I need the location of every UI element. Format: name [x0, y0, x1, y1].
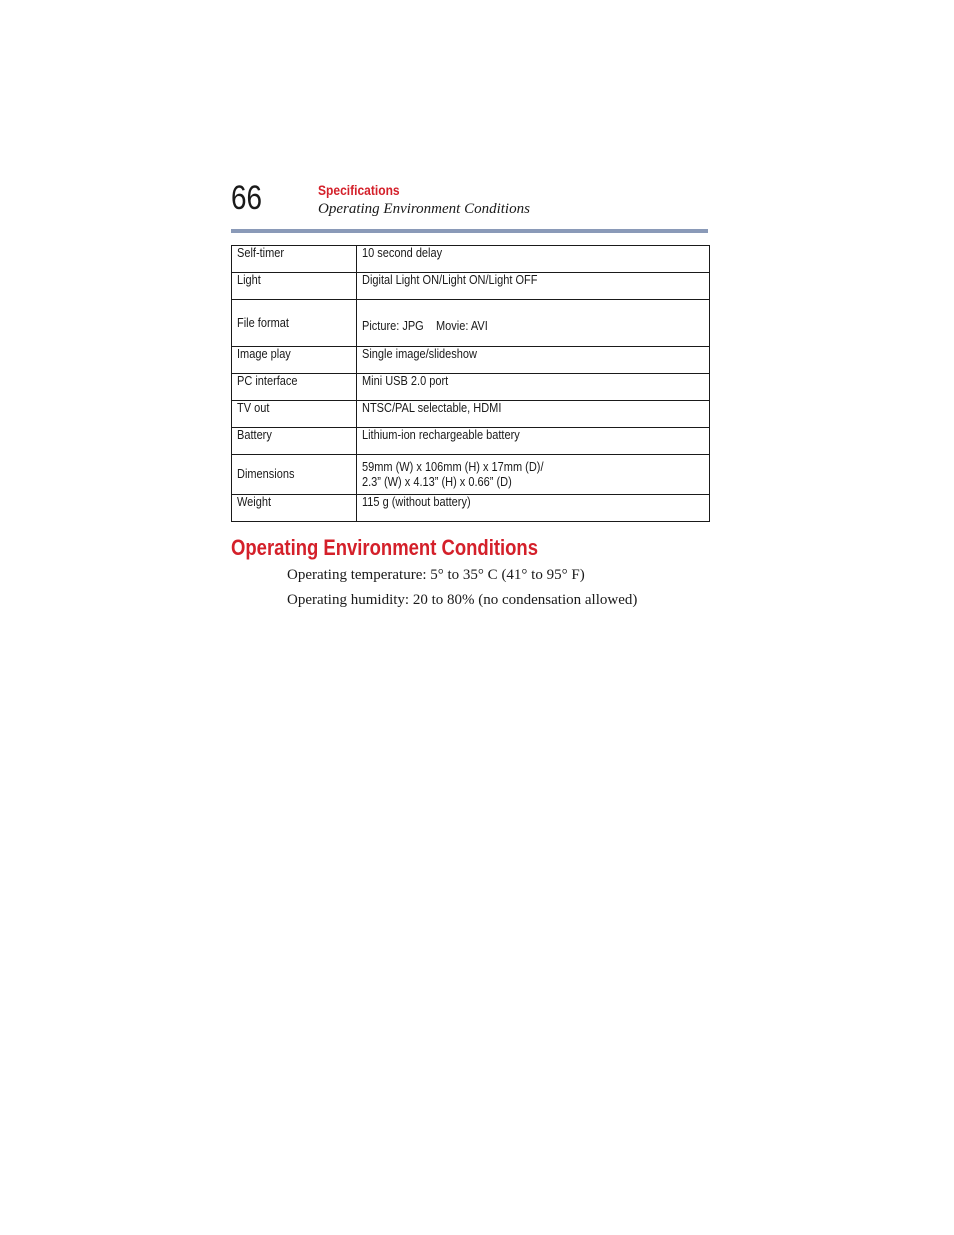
spec-value: 115 g (without battery) — [357, 495, 710, 522]
table-row — [232, 401, 710, 428]
spec-label: PC interface — [232, 374, 357, 401]
spec-label: Dimensions — [232, 455, 357, 495]
table-row — [232, 246, 710, 273]
header-divider — [231, 229, 708, 233]
spec-label: TV out — [232, 401, 357, 428]
spec-label: File format — [232, 300, 357, 347]
spec-label: Image play — [232, 347, 357, 374]
spec-label: Weight — [232, 495, 357, 522]
section-heading: Operating Environment Conditions — [231, 535, 538, 560]
running-header-subsection: Operating Environment Conditions — [318, 201, 530, 217]
spec-label: Self-timer — [232, 246, 357, 273]
table-row — [232, 300, 710, 347]
table-row — [232, 428, 710, 455]
table-row — [232, 273, 710, 300]
spec-label: Battery — [232, 428, 357, 455]
table-row — [232, 347, 710, 374]
table-row — [232, 455, 710, 495]
running-header-section: Specifications — [318, 182, 400, 198]
table-row — [232, 374, 710, 401]
spec-label: Light — [232, 273, 357, 300]
spec-value: Lithium-ion rechargeable battery — [357, 428, 710, 455]
page-number: 66 — [231, 179, 263, 217]
specifications-table — [231, 245, 710, 522]
spec-value: Picture: JPG Movie: AVI — [357, 300, 710, 347]
operating-temperature-text: Operating temperature: 5° to 35° C (41° to 95° F) — [287, 567, 585, 583]
spec-value: 59mm (W) x 106mm (H) x 17mm (D)/ 2.3” (W) x 4.13” (H) x 0.66” (D) — [357, 455, 710, 495]
spec-value: Mini USB 2.0 port — [357, 374, 710, 401]
operating-humidity-text: Operating humidity: 20 to 80% (no condensation allowed) — [287, 592, 638, 608]
spec-value: Single image/slideshow — [357, 347, 710, 374]
spec-value: NTSC/PAL selectable, HDMI — [357, 401, 710, 428]
spec-value: 10 second delay — [357, 246, 710, 273]
spec-value: Digital Light ON/Light ON/Light OFF — [357, 273, 710, 300]
table-row — [232, 495, 710, 522]
